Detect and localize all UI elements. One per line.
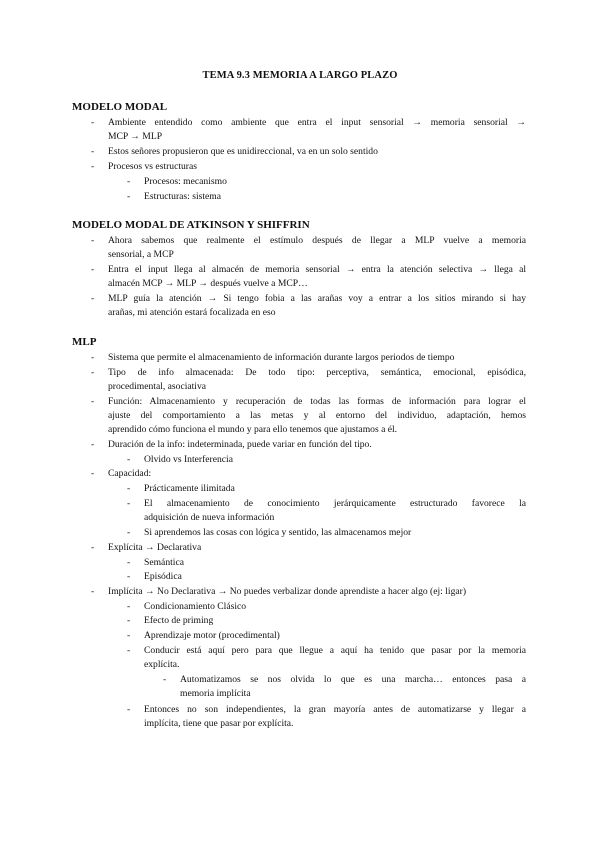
list-item: - Sistema que permite el almacenamiento de información durante largos periodos de tiempo xyxy=(91,352,455,363)
list-subitem: - Procesos: mecanismo xyxy=(127,176,227,187)
list-item: - Estos señores propusieron que es unidireccional, va en un solo sentido xyxy=(91,146,378,157)
list-item: - MLP guía la atención → Si tengo fobia a las arañas voy a entrar a los sitios mirando si hay arañas, mi atención estará focalizada en eso xyxy=(91,293,526,319)
list-subitem: - Si aprendemos las cosas con lógica y sentido, las almacenamos mejor xyxy=(127,527,412,538)
list-subitem: - El almacenamiento de conocimiento jerárquicamente estructurado favorece la adquisición de nueva información xyxy=(127,498,526,524)
list-subitem: - Prácticamente ilimitada xyxy=(127,483,235,494)
list-item: - Tipo de info almacenada: De todo tipo: perceptiva, semántica, emocional, episódica, procedimental, asociativa xyxy=(91,367,526,393)
list-subitem: - Estructuras: sistema xyxy=(127,191,221,202)
list-item: - Entra el input llega al almacén de memoria sensorial → entra la atención selectiva → llega al almacén MCP → MLP → después vuelve a MCP… xyxy=(91,264,526,290)
section-heading-modelo-modal: MODELO MODAL xyxy=(72,101,168,113)
list-subitem: - Olvido vs Interferencia xyxy=(127,454,233,465)
list-item: - Función: Almacenamiento y recuperación de todas las formas de información para lograr el ajuste del comportamiento a las metas y al entorno del individuo, adaptación, hemos aprendido cómo funciona el mundo y para ello tenemos que ajustamos a él. xyxy=(91,396,526,436)
section-heading-atkinson: MODELO MODAL DE ATKINSON Y SHIFFRIN xyxy=(72,219,310,231)
list-subitem: - Aprendizaje motor (procedimental) xyxy=(127,630,280,641)
page-title: TEMA 9.3 MEMORIA A LARGO PLAZO xyxy=(202,70,398,81)
list-item: - Ahora sabemos que realmente el estímulo después de llegar a MLP vuelve a memoria sensorial, a MCP xyxy=(91,235,526,261)
list-subsubitem: - Automatizamos se nos olvida lo que es una marcha… entonces pasa a memoria implícita xyxy=(163,674,526,700)
list-subitem: - Efecto de priming xyxy=(127,615,214,626)
list-item: - Ambiente entendido como ambiente que entra el input sensorial → memoria sensorial → MCP → MLP xyxy=(91,117,526,143)
list-subitem: - Semántica xyxy=(127,557,184,568)
list-item: - Explícita → Declarativa xyxy=(91,542,202,553)
list-item: - Capacidad: xyxy=(91,468,152,479)
section-heading-mlp: MLP xyxy=(72,336,97,348)
list-item: - Procesos vs estructuras xyxy=(91,161,197,172)
list-subitem: - Entonces no son independientes, la gran mayoría antes de automatizarse y llegar a implícita, tiene que pasar por explícita. xyxy=(127,704,526,730)
list-item: - Duración de la info: indeterminada, puede variar en función del tipo. xyxy=(91,439,372,450)
list-subitem: - Episódica xyxy=(127,571,182,582)
list-subitem: - Conducir está aquí pero para que llegue a aquí ha tenido que pasar por la memoria explícita. xyxy=(127,645,526,671)
list-item: - Implícita → No Declarativa → No puedes verbalizar donde aprendiste a hacer algo (ej: ligar) xyxy=(91,586,467,597)
list-subitem: - Condicionamiento Clásico xyxy=(127,601,247,612)
